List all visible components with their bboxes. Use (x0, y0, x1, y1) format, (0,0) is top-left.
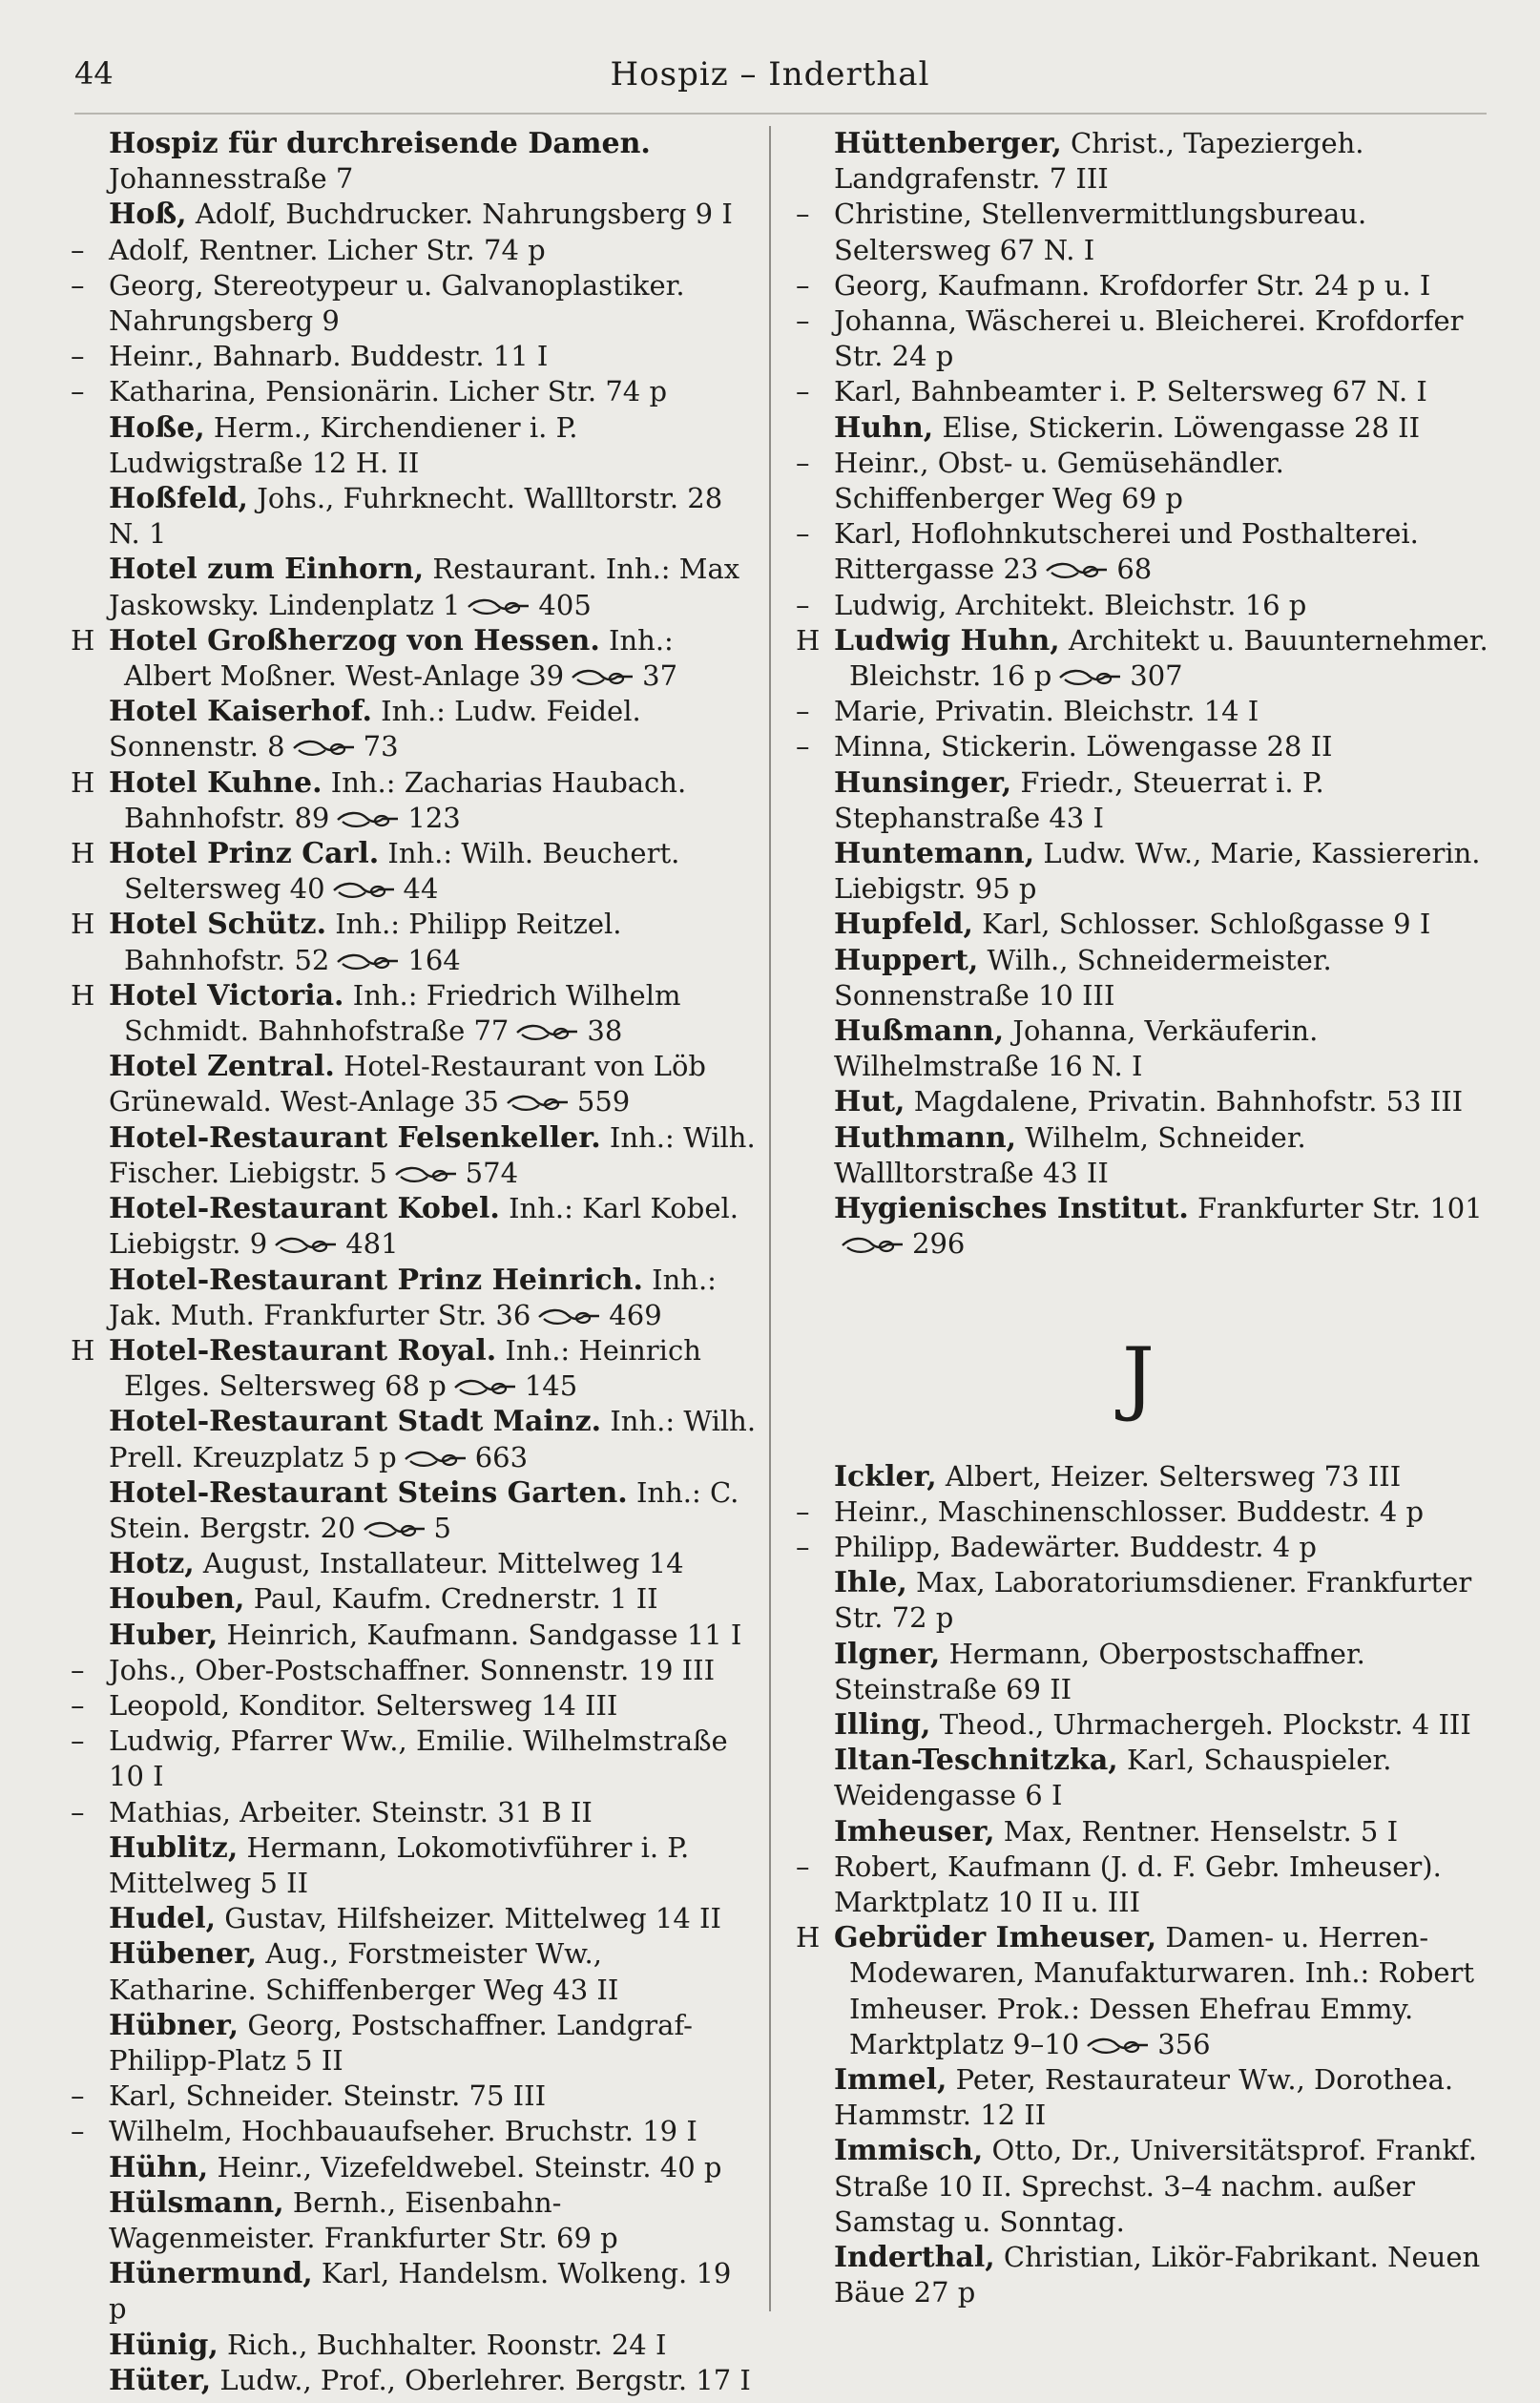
entry-marker: H (71, 623, 95, 657)
directory-entry (61, 1546, 758, 1581)
entry-name: Hoßfeld, (109, 482, 248, 516)
page-number: 44 (74, 55, 114, 92)
entry-name: Hoße, (109, 410, 205, 445)
entry-name: Hotel-Restaurant Kobel. (109, 1192, 500, 1226)
entry-details: Architekt u. Bauunternehmer. Bleichstr. 16 p (849, 623, 1488, 693)
directory-entry (61, 1404, 758, 1474)
directory-entry (61, 2114, 758, 2149)
directory-entry (786, 374, 1490, 409)
entry-name: Hühn, (109, 2150, 209, 2184)
directory-entry (61, 339, 758, 374)
entry-name: Huthmann, (834, 1120, 1017, 1155)
entry-details: Wilhelm, Hochbauaufseher. Bruchstr. 19 I (109, 2115, 697, 2148)
entry-name: Immel, (834, 2062, 947, 2097)
directory-entry (61, 1049, 758, 1119)
directory-entry (61, 1901, 758, 1936)
entry-name: Huber, (109, 1618, 219, 1652)
entry-details: Karl, Hoflohnkutscherei und Posthalterei. Rittergasse 23 (834, 517, 1419, 586)
directory-entry (61, 2185, 758, 2256)
telephone-icon (291, 739, 358, 758)
directory-entry (786, 516, 1490, 587)
entry-name: Hotel-Restaurant Prinz Heinrich. (109, 1263, 643, 1297)
entry-details: Gustav, Hilfsheizer. Mittelweg 14 II (224, 1902, 721, 1935)
directory-entry (61, 2328, 758, 2363)
directory-entry (786, 1814, 1490, 1849)
entry-details: Ludw., Prof., Oberlehrer. Bergstr. 17 I (219, 2363, 751, 2396)
directory-entry (786, 410, 1490, 446)
telephone-icon (514, 1023, 581, 1042)
phone-number: 164 (407, 943, 461, 976)
entry-marker: – (71, 2079, 85, 2113)
entry-details: Inh.: Ludw. Feidel. Sonnenstr. 8 (109, 695, 641, 763)
directory-entry (786, 1849, 1490, 1920)
directory-entry (61, 1191, 758, 1262)
entry-details: Heinrich, Kaufmann. Sandgasse 11 I (226, 1618, 742, 1651)
entry-details: Max, Laboratoriumsdiener. Frankfurter Str. 72 p (834, 1566, 1472, 1635)
directory-entry (786, 836, 1490, 907)
entry-name: Hübener, (109, 1937, 258, 1972)
entry-name: Hotel-Restaurant Steins Garten. (109, 1475, 628, 1510)
entry-details: Magdalene, Privatin. Bahnhofstr. 53 III (913, 1085, 1464, 1118)
entry-marker: – (71, 375, 85, 408)
directory-entry (61, 552, 758, 622)
entry-details: Heinr., Obst- u. Gemüsehändler. Schiffenberger Weg 69 p (834, 446, 1284, 515)
entry-details: Minna, Stickerin. Löwengasse 28 II (834, 730, 1333, 763)
entry-details: Christine, Stellenvermittlungsbureau. Seltersweg 67 N. I (834, 198, 1367, 266)
telephone-icon (1085, 2037, 1152, 2056)
entry-details: Ludwig, Pfarrer Ww., Emilie. Wilhelmstraße 10 I (109, 1724, 728, 1793)
entry-name: Hotel Victoria. (109, 978, 344, 1013)
telephone-icon (403, 1450, 469, 1469)
entry-details: Johanna, Wäscherei u. Bleicherei. Krofdorfer Str. 24 p (834, 304, 1464, 373)
phone-number: 37 (642, 659, 678, 693)
telephone-icon (362, 1520, 428, 1539)
entry-details: Philipp, Badewärter. Buddestr. 4 p (834, 1530, 1317, 1563)
directory-entry (786, 1013, 1490, 1084)
directory-entry (61, 1263, 758, 1333)
directory-entry (786, 1459, 1490, 1494)
entry-marker: – (71, 1795, 85, 1828)
directory-entry (61, 268, 758, 339)
phone-number: 481 (345, 1227, 399, 1261)
entry-name: Hotel Kaiserhof. (109, 695, 372, 729)
entry-details: Karl, Schauspieler. Weidengasse 6 I (834, 1744, 1392, 1812)
right-column (786, 126, 1490, 2310)
entry-name: Hußmann, (834, 1014, 1005, 1049)
directory-entry (61, 2008, 758, 2079)
entry-marker: – (796, 588, 810, 621)
entry-name: Hotel-Restaurant Felsenkeller. (109, 1120, 601, 1155)
directory-entry (61, 481, 758, 552)
entry-name: Huppert, (834, 943, 979, 977)
directory-entry (61, 1581, 758, 1617)
entry-details: Albert, Heizer. Seltersweg 73 III (945, 1459, 1402, 1493)
directory-entry (786, 1565, 1490, 1636)
entry-name: Hotz, (109, 1547, 195, 1581)
entry-name: Hoß, (109, 198, 187, 232)
entry-name: Hotel-Restaurant Stadt Mainz. (109, 1405, 602, 1439)
entry-details: Inh.: Friedrich Wilhelm Schmidt. Bahnhofstraße 77 (124, 978, 681, 1048)
entry-details: Katharina, Pensionärin. Licher Str. 74 p (109, 375, 668, 408)
phone-number: 307 (1130, 659, 1183, 693)
telephone-icon (452, 1378, 519, 1397)
entry-name: Huntemann, (834, 837, 1035, 871)
entry-details: Bernh., Eisenbahn-Wagenmeister. Frankfurter Str. 69 p (109, 2185, 618, 2254)
entry-marker: H (71, 1333, 95, 1367)
directory-entry (61, 2150, 758, 2185)
directory-entry (786, 1637, 1490, 1707)
telephone-icon (335, 810, 402, 829)
entry-name: Hotel Kuhne. (109, 765, 323, 800)
directory-entry (61, 2363, 758, 2398)
directory-entry (61, 2256, 758, 2327)
directory-entry (786, 1120, 1490, 1191)
telephone-icon (1044, 561, 1111, 580)
directory-entry (786, 1707, 1490, 1743)
directory-entry (61, 2079, 758, 2114)
entry-marker: – (796, 1849, 810, 1883)
entry-details: Hermann, Oberpostschaffner. Steinstraße 69 II (834, 1637, 1365, 1705)
entry-details: Christian, Likör-Fabrikant. Neuen Bäue 27 p (834, 2240, 1481, 2309)
telephone-icon (536, 1307, 603, 1327)
entry-details: Karl, Handelsm. Wolkeng. 19 p (109, 2257, 732, 2326)
entry-details: Wilhelm, Schneider. Wallltorstraße 43 II (834, 1120, 1306, 1189)
entry-details: Max, Rentner. Henselstr. 5 I (1003, 1814, 1399, 1848)
entry-details: Peter, Restaurateur Ww., Dorothea. Hammstr. 12 II (834, 2062, 1454, 2132)
entry-marker: H (796, 623, 821, 657)
entry-name: Hotel Großherzog von Hessen. (109, 623, 600, 658)
entry-marker: – (71, 1688, 85, 1722)
entry-name: Hünermund, (109, 2257, 313, 2291)
entry-name: Hut, (834, 1085, 905, 1119)
directory-entry (61, 1688, 758, 1724)
entry-marker: H (796, 1921, 821, 1954)
column-divider (769, 126, 771, 2311)
directory-entry (61, 694, 758, 764)
entry-details: Georg, Postschaffner. Landgraf-Philipp-Platz 5 II (109, 2008, 693, 2077)
directory-entry (61, 126, 758, 197)
entry-details: Heinr., Bahnarb. Buddestr. 11 I (109, 340, 549, 373)
entry-details: Karl, Bahnbeamter i. P. Seltersweg 67 N. I (834, 375, 1427, 408)
directory-entry (61, 1830, 758, 1901)
entry-details: Christ., Tapeziergeh. Landgrafenstr. 7 III (834, 127, 1364, 196)
entry-marker: – (796, 1530, 810, 1563)
directory-entry (61, 836, 758, 907)
directory-entry (786, 1743, 1490, 1813)
entry-details: Adolf, Rentner. Licher Str. 74 p (109, 233, 546, 266)
entry-name: Hotel Zentral. (109, 1050, 335, 1084)
directory-entry (786, 1191, 1490, 1262)
entry-name: Immisch, (834, 2134, 984, 2168)
left-column (61, 126, 758, 2398)
entry-details: August, Installateur. Mittelweg 14 (202, 1547, 684, 1580)
entry-details: Heinr., Vizefeldwebel. Steinstr. 40 p (217, 2150, 722, 2184)
phone-number: 38 (587, 1014, 623, 1048)
entry-marker: – (71, 233, 85, 266)
entry-name: Hotel Prinz Carl. (109, 837, 380, 871)
entry-name: Hunsinger, (834, 765, 1012, 800)
entry-details: Karl, Schlosser. Schloßgasse 9 I (982, 908, 1431, 941)
entry-details: Johs., Fuhrknecht. Wallltorstr. 28 N. 1 (109, 482, 723, 551)
entry-name: Hülsmann, (109, 2185, 284, 2220)
phone-number: 574 (465, 1156, 519, 1189)
section-j-entries (786, 1459, 1490, 2311)
entry-marker: – (71, 1724, 85, 1758)
entry-marker: – (796, 304, 810, 338)
directory-entry (786, 1084, 1490, 1119)
directory-entry (786, 588, 1490, 623)
entry-details: Damen- u. Herren-Modewaren, Manufakturwaren. Inh.: Robert Imheuser. Prok.: Dessen Ehefrau Emmy. Marktplatz 9–10 (849, 1921, 1475, 2060)
directory-entry (61, 978, 758, 1049)
entry-name: Ickler, (834, 1459, 937, 1494)
entry-details: Adolf, Buchdrucker. Nahrungsberg 9 I (195, 198, 733, 231)
directory-entry (786, 2133, 1490, 2240)
directory-entry (61, 1795, 758, 1830)
directory-entry (61, 1724, 758, 1794)
header-rule (74, 113, 1487, 115)
entry-marker: H (71, 765, 95, 799)
directory-entry (786, 1530, 1490, 1565)
entry-details: Restaurant. Inh.: Max Jaskowsky. Lindenplatz 1 (109, 553, 740, 621)
entry-marker: – (71, 2115, 85, 2148)
telephone-icon (335, 952, 402, 972)
directory-entry (786, 943, 1490, 1013)
entry-details: Theod., Uhrmachergeh. Plockstr. 4 III (939, 1707, 1471, 1741)
entry-details: Heinr., Maschinenschlosser. Buddestr. 4 p (834, 1494, 1425, 1528)
directory-entry (61, 1475, 758, 1546)
telephone-icon (840, 1236, 906, 1255)
entry-details: Elise, Stickerin. Löwengasse 28 II (942, 410, 1421, 444)
entry-details: Inh.: Wilh. Beuchert. Seltersweg 40 (124, 837, 680, 906)
entry-name: Iltan-Teschnitzka, (834, 1744, 1118, 1778)
entry-details: Paul, Kaufm. Crednerstr. 1 II (253, 1582, 658, 1616)
directory-entry (786, 907, 1490, 942)
entry-details: Leopold, Konditor. Seltersweg 14 III (109, 1688, 618, 1722)
entry-details: Inh.: Wilh. Prell. Kreuzplatz 5 p (109, 1405, 757, 1473)
entry-details: Friedr., Steuerrat i. P. Stephanstraße 43 I (834, 765, 1324, 834)
phone-number: 469 (609, 1298, 662, 1331)
directory-entry (786, 694, 1490, 729)
phone-number: 68 (1116, 553, 1153, 586)
phone-number: 123 (407, 801, 461, 834)
phone-number: 145 (524, 1369, 578, 1403)
telephone-icon (466, 597, 532, 616)
entry-details: Mathias, Arbeiter. Steinstr. 31 B II (109, 1795, 593, 1828)
entry-name: Hotel-Restaurant Royal. (109, 1333, 497, 1368)
directory-entry (786, 197, 1490, 267)
phone-number: 405 (538, 588, 592, 621)
entry-details: Inh.: Karl Kobel. Liebigstr. 9 (109, 1192, 739, 1261)
directory-entry (786, 2062, 1490, 2133)
entry-name: Hübner, (109, 2008, 239, 2042)
entry-name: Hospiz für durchreisende Damen. (109, 127, 651, 160)
directory-entry (786, 1920, 1490, 2062)
entry-marker: H (71, 908, 95, 941)
entry-marker: – (796, 730, 810, 763)
entry-name: Illing, (834, 1707, 931, 1742)
entry-name: Hotel Schütz. (109, 908, 327, 942)
entry-marker: – (796, 1494, 810, 1528)
directory-entry (786, 765, 1490, 836)
entry-details: Georg, Kaufmann. Krofdorfer Str. 24 p u. I (834, 268, 1431, 302)
directory-entry (61, 1333, 758, 1404)
telephone-icon (331, 881, 398, 900)
entry-name: Ludwig Huhn, (834, 623, 1060, 658)
entry-details: Marie, Privatin. Bleichstr. 14 I (834, 695, 1259, 728)
entry-details: Robert, Kaufmann (J. d. F. Gebr. Imheuser). Marktplatz 10 II u. III (834, 1849, 1442, 1918)
entry-details: Inh.: Zacharias Haubach. Bahnhofstr. 89 (124, 765, 687, 834)
telephone-icon (505, 1094, 572, 1113)
entry-marker: – (71, 268, 85, 302)
entry-name: Hüter, (109, 2363, 212, 2397)
directory-entry (786, 303, 1490, 374)
directory-entry (786, 126, 1490, 197)
entry-name: Hupfeld, (834, 908, 973, 942)
section-h-entries (786, 126, 1490, 1263)
directory-entry (61, 410, 758, 481)
running-head: Hospiz – Inderthal (610, 55, 930, 94)
phone-number: 5 (433, 1511, 451, 1544)
phone-number: 44 (403, 872, 439, 906)
entry-marker: H (71, 837, 95, 870)
entry-details: Ludwig, Architekt. Bleichstr. 16 p (834, 588, 1307, 621)
entry-marker: – (796, 517, 810, 551)
entry-marker: – (71, 340, 85, 373)
entry-marker: – (796, 446, 810, 479)
entry-details: Johs., Ober-Postschaffner. Sonnenstr. 19 III (109, 1653, 716, 1686)
telephone-icon (1057, 668, 1124, 687)
entry-details: Otto, Dr., Universitätsprof. Frankf. Straße 10 II. Sprechst. 3–4 nachm. außer Samstag u. Sonntag. (834, 2134, 1478, 2238)
entry-name: Ilgner, (834, 1637, 941, 1671)
entry-details: Frankfurter Str. 101 (1197, 1192, 1483, 1225)
directory-entry (61, 1653, 758, 1688)
directory-entry (786, 2240, 1490, 2310)
directory-entry (786, 268, 1490, 303)
entry-details: Johannesstraße 7 (109, 162, 354, 196)
telephone-icon (570, 668, 636, 687)
entry-name: Hotel zum Einhorn, (109, 553, 425, 587)
entry-details: Hermann, Lokomotivführer i. P. Mittelweg 5 II (109, 1830, 690, 1899)
entry-details: Inh.: Philipp Reitzel. Bahnhofstr. 52 (124, 908, 622, 976)
entry-marker: – (796, 198, 810, 231)
entry-details: Karl, Schneider. Steinstr. 75 III (109, 2079, 547, 2113)
directory-entry (61, 907, 758, 977)
entry-details: Aug., Forstmeister Ww., Katharine. Schiffenberger Weg 43 II (109, 1937, 619, 2006)
entry-marker: – (796, 268, 810, 302)
directory-entry (61, 197, 758, 232)
phone-number: 559 (576, 1085, 631, 1118)
phone-number: 356 (1157, 2027, 1211, 2060)
directory-entry (61, 233, 758, 268)
entry-details: Inh.: Jak. Muth. Frankfurter Str. 36 (109, 1263, 717, 1331)
entry-name: Hüttenberger, (834, 127, 1062, 160)
entry-details: Inh.: C. Stein. Bergstr. 20 (109, 1475, 739, 1544)
entry-details: Rich., Buchhalter. Roonstr. 24 I (227, 2328, 667, 2361)
section-letter-j: J (1122, 1329, 1155, 1424)
phone-number: 663 (474, 1440, 529, 1473)
telephone-icon (393, 1165, 460, 1184)
entry-details: Inh.: Heinrich Elges. Seltersweg 68 p (124, 1333, 701, 1403)
entry-name: Inderthal, (834, 2240, 995, 2274)
entry-marker: – (796, 695, 810, 728)
directory-entry (61, 1936, 758, 2007)
telephone-icon (273, 1236, 340, 1255)
entry-name: Imheuser, (834, 1814, 995, 1849)
directory-entry (786, 623, 1490, 694)
entry-details: Inh.: Wilh. Fischer. Liebigstr. 5 (109, 1120, 756, 1189)
directory-entry (61, 374, 758, 409)
directory-entry (61, 1618, 758, 1653)
entry-name: Houben, (109, 1582, 245, 1617)
entry-name: Hublitz, (109, 1830, 239, 1865)
entry-details: Hotel-Restaurant von Löb Grünewald. West-Anlage 35 (109, 1050, 706, 1118)
entry-details: Herm., Kirchendiener i. P. Ludwigstraße 12 H. II (109, 410, 578, 479)
entry-marker: – (71, 1653, 85, 1686)
phone-number: 296 (912, 1227, 966, 1261)
directory-entry (786, 729, 1490, 764)
directory-entry (786, 446, 1490, 516)
entry-name: Gebrüder Imheuser, (834, 1921, 1157, 1955)
entry-marker: H (71, 978, 95, 1012)
entry-name: Hygienisches Institut. (834, 1192, 1189, 1226)
entry-name: Hünig, (109, 2328, 219, 2362)
entry-details: Johanna, Verkäuferin. Wilhelmstraße 16 N. I (834, 1014, 1319, 1083)
directory-entry (61, 623, 758, 694)
entry-name: Ihle, (834, 1566, 907, 1600)
entry-details: Ludw. Ww., Marie, Kassiererin. Liebigstr. 95 p (834, 837, 1481, 906)
phone-number: 73 (363, 730, 399, 763)
entry-details: Georg, Stereotypeur u. Galvanoplastiker. Nahrungsberg 9 (109, 268, 685, 338)
directory-entry (61, 765, 758, 836)
entry-details: Inh.: Albert Moßner. West-Anlage 39 (124, 623, 674, 693)
entry-name: Hudel, (109, 1902, 217, 1936)
directory-entry (61, 1120, 758, 1191)
directory-entry (786, 1494, 1490, 1530)
entry-name: Huhn, (834, 410, 934, 445)
entry-marker: – (796, 375, 810, 408)
entry-details: Wilh., Schneidermeister. Sonnenstraße 10 III (834, 943, 1332, 1012)
